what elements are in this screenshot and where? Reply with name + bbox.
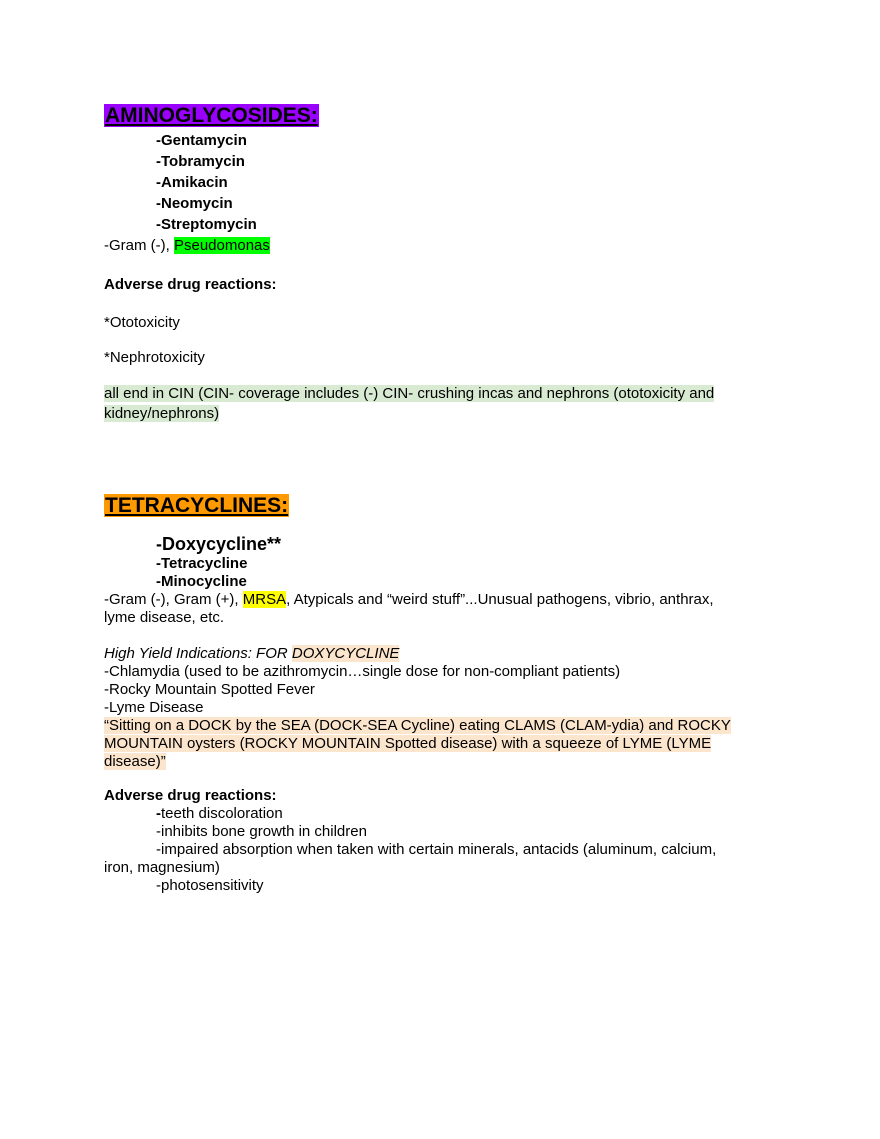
drug-streptomycin: -Streptomycin xyxy=(156,216,257,233)
aminoglycosides-heading-line xyxy=(104,104,319,128)
tetracyclines-coverage-line2: lyme disease, etc. xyxy=(104,609,225,626)
aminoglycosides-mnemonic-text: all end in CIN (CIN- coverage includes (-) CIN- crushing incas and nephrons (ototoxicity and kidney/nephrons) xyxy=(104,385,715,422)
drug-doxycycline: -Doxycycline** xyxy=(156,534,282,554)
drug-gentamycin: -Gentamycin xyxy=(156,132,247,149)
tetracyclines-mnemonic-line3 xyxy=(104,753,166,771)
coverage-prefix: -Gram (-), xyxy=(104,237,174,254)
adr-teeth-discoloration xyxy=(156,805,283,823)
adr-photosensitivity: -photosensitivity xyxy=(156,877,264,894)
tetracyclines-mnemonic-line1 xyxy=(104,717,731,735)
tetracyclines-heading: TETRACYCLINES: xyxy=(105,494,289,517)
drug-amikacin: -Amikacin xyxy=(156,174,228,191)
aminoglycosides-adr-heading: Adverse drug reactions: xyxy=(104,276,277,293)
tetracyclines-adr-heading: Adverse drug reactions: xyxy=(104,787,277,804)
drug-neomycin: -Neomycin xyxy=(156,195,233,212)
mnemonic-line1-text: “Sitting on a DOCK by the SEA (DOCK-SEA Cycline) eating CLAMS (CLAM-ydia) and ROCKY xyxy=(104,717,731,734)
adr-impaired-absorption-wrap: iron, magnesium) xyxy=(104,859,220,876)
indication-lyme: -Lyme Disease xyxy=(104,699,204,716)
indication-chlamydia: -Chlamydia (used to be azithromycin…single dose for non-compliant patients) xyxy=(104,663,621,680)
adr-ototoxicity: *Ototoxicity xyxy=(104,314,180,331)
aminoglycosides-coverage xyxy=(104,237,270,255)
indications-heading xyxy=(104,645,399,663)
coverage-pseudomonas: Pseudomonas xyxy=(173,237,270,254)
aminoglycosides-mnemonic xyxy=(104,384,784,424)
mnemonic-line2-text: MOUNTAIN oysters (ROCKY MOUNTAIN Spotted disease) with a squeeze of LYME (LYME xyxy=(104,735,712,752)
tetracyclines-mnemonic-line2 xyxy=(104,735,711,753)
tet-coverage-prefix: -Gram (-), Gram (+), xyxy=(104,591,243,608)
coverage-mrsa: MRSA xyxy=(242,591,287,608)
aminoglycosides-heading: AMINOGLYCOSIDES: xyxy=(105,104,318,127)
mnemonic-line3-text: disease)” xyxy=(104,753,166,770)
adr-teeth-dash: - xyxy=(156,805,161,822)
indications-doxycycline: DOXYCYCLINE xyxy=(291,645,400,662)
drug-tetracycline: -Tetracycline xyxy=(156,555,248,572)
indication-rocky-mountain: -Rocky Mountain Spotted Fever xyxy=(104,681,315,698)
tet-coverage-suffix: , Atypicals and “weird stuff”...Unusual pathogens, vibrio, anthrax, xyxy=(286,591,714,608)
adr-teeth-text: teeth discoloration xyxy=(161,805,283,822)
tetracyclines-heading-line xyxy=(104,494,289,518)
adr-impaired-absorption: -impaired absorption when taken with certain minerals, antacids (aluminum, calcium, xyxy=(156,841,717,858)
drug-minocycline: -Minocycline xyxy=(156,573,247,590)
adr-nephrotoxicity: *Nephrotoxicity xyxy=(104,349,205,366)
indications-prefix: High Yield Indications: FOR xyxy=(104,645,292,662)
adr-bone-growth: -inhibits bone growth in children xyxy=(156,823,367,840)
tetracyclines-coverage xyxy=(104,591,714,609)
drug-tobramycin: -Tobramycin xyxy=(156,153,245,170)
